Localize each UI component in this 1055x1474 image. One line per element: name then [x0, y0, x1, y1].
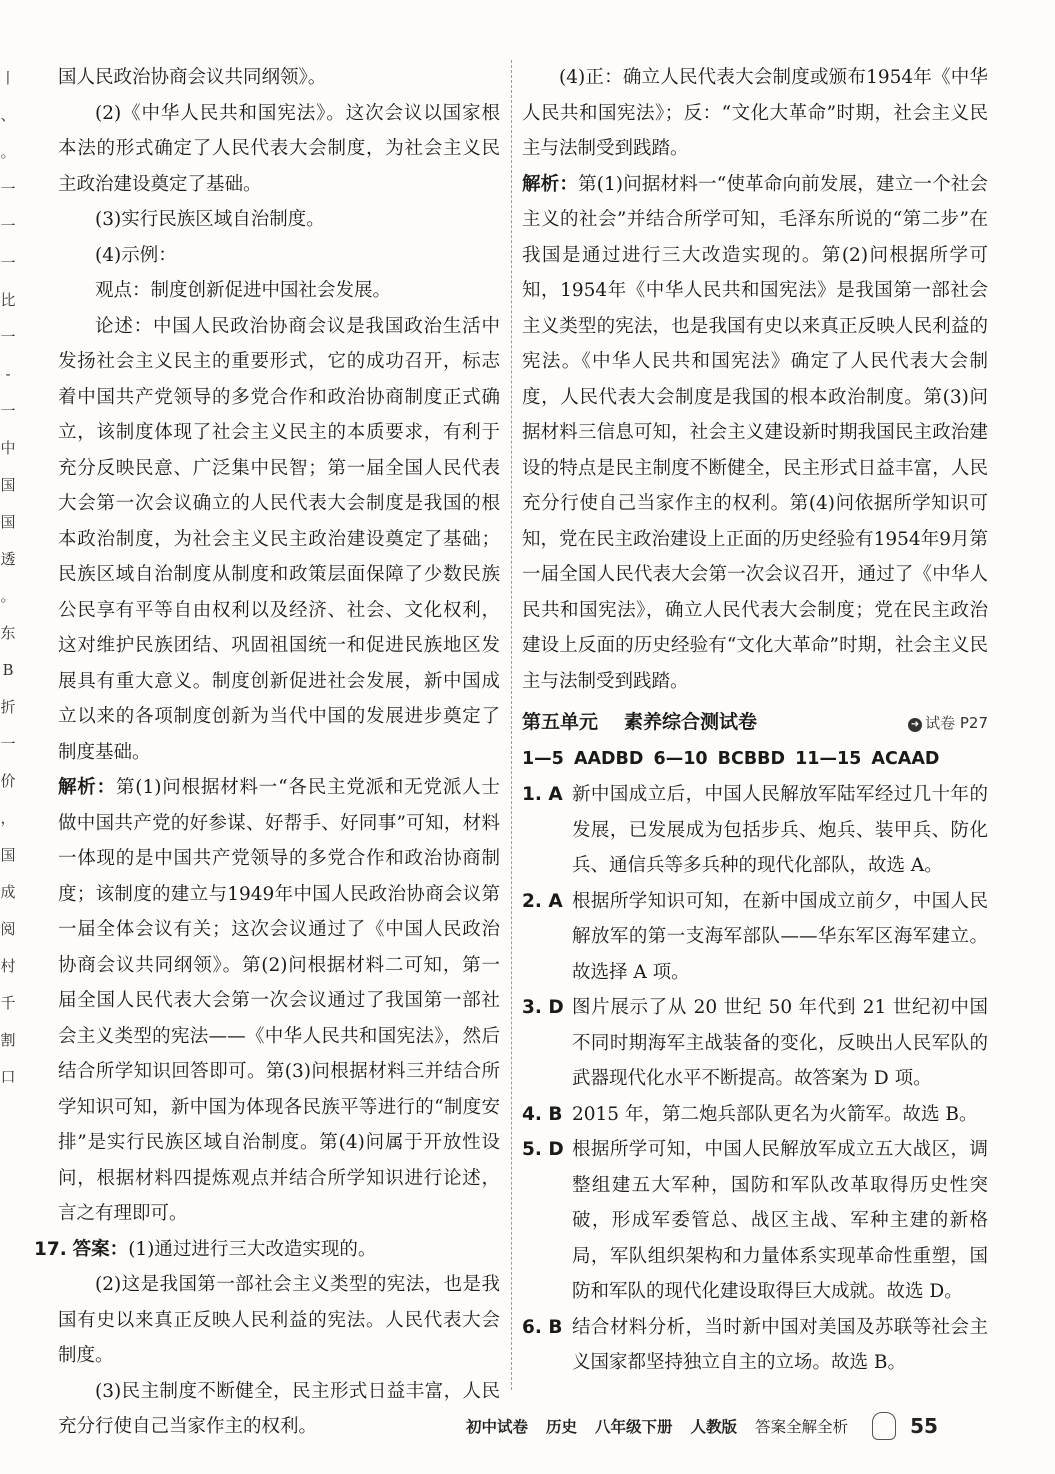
edge-glyph: 国	[0, 846, 16, 864]
answer-key-row: 1—5 AADBD 6—10 BCBBD 11—15 ACAAD	[522, 748, 940, 769]
analysis-label: 解析：	[58, 777, 116, 798]
footer-subject: 历史	[546, 1418, 578, 1436]
answer-text: (1)通过进行三大改造实现的。	[128, 1238, 377, 1260]
edge-glyph: -	[5, 365, 11, 383]
edge-glyph: 价	[0, 772, 16, 790]
edge-glyph: 东	[0, 624, 16, 642]
analysis-label: 解析：	[522, 173, 579, 195]
question-number: 17.	[34, 1238, 67, 1260]
answer-items	[522, 777, 988, 1381]
edge-glyph: 。	[0, 143, 16, 161]
item-label: 1. A	[522, 784, 563, 805]
footer-grade: 八年级下册	[595, 1418, 673, 1436]
edge-glyph: 。	[0, 587, 16, 605]
paragraph: 国人民政治协商会议共同纲领》。	[58, 67, 327, 88]
paragraph: 论述：中国人民政治协商会议是我国政治生活中发扬社会主义民主的重要形式，它的成功召开，标志着中国共产党领导的多党合作和政治协商制度正式确立，该制度体现了社会主义民主的本质要求，有利于充分反映民意、广泛集中民智；第一届全国人民代表大会第一次会议确立的人民代表大会制度是我国的根本政治制度，为社会主义民主政治建设奠定了基础；民族区域自治制度从制度和政策层面保障了少数民族公民享有平等自由权利以及经济、社会、文化权利，这对维护民族团结、巩固祖国统一和促进民族地区发展具有重大意义。制度创新促进社会发展，新中国成立以来的各项制度创新为当代中国的发展进步奠定了制度基础。	[58, 315, 500, 763]
item-text: 图片展示了从 20 世纪 50 年代到 21 世纪初中国不同时期海军主战装备的变化，反映出人民军队的武器现代化水平不断提高。故答案为 D 项。	[572, 997, 988, 1089]
edge-glyph: 一	[0, 217, 16, 235]
item-label: 6. B	[522, 1316, 563, 1338]
edge-glyph: 阅	[0, 920, 16, 938]
item-text: 新中国成立后，中国人民解放军陆军经过几十年的发展，已发展成为包括步兵、炮兵、装甲兵、防化兵、通信兵等多兵种的现代化部队，故选 A。	[572, 784, 988, 876]
mascot-icon	[872, 1412, 896, 1440]
unit-reference: ➜ 试卷 P27	[908, 706, 988, 742]
answer-item	[522, 1310, 988, 1381]
paragraph: (4)示例：	[95, 244, 177, 266]
answer-item	[522, 1097, 988, 1133]
paragraph: (2)《中华人民共和国宪法》。这次会议以国家根本法的形式确定了人民代表大会制度，为社会主义民主政治建设奠定了基础。	[58, 102, 500, 195]
analysis-paragraph	[522, 167, 988, 700]
right-column	[522, 60, 988, 1381]
arrow-right-circle-icon: ➜	[908, 718, 922, 732]
edge-glyph: 透	[0, 550, 16, 568]
item-label: 4. B	[522, 1103, 563, 1125]
cropped-edge-text	[0, 60, 16, 1390]
footer-series: 初中试卷	[466, 1418, 529, 1436]
edge-glyph: 口	[0, 1068, 16, 1086]
edge-glyph: 割	[0, 1031, 16, 1049]
edge-glyph: 丨	[0, 69, 16, 87]
item-label: 2. A	[522, 890, 563, 912]
left-column	[34, 60, 500, 1445]
item-text: 根据所学可知，中国人民解放军成立五大战区，调整组建五大军种，国防和军队改革取得历史性突破，形成军委管总、战区主战、军种主建的新格局，军队组织架构和力量体系实现革命性重塑，国防和军队的现代化建设取得巨大成就。故选 D。	[572, 1139, 988, 1302]
edge-glyph: 一	[0, 735, 16, 753]
edge-glyph: 千	[0, 994, 16, 1012]
question-17-answer	[34, 1232, 500, 1268]
edge-glyph: 中	[0, 439, 16, 457]
item-label: 5. D	[522, 1139, 564, 1160]
analysis-text: 第(1)问根据材料一“各民主党派和无党派人士做中国共产党的好参谋、好帮手、好同事”可知，材料一体现的是中国共产党领导的多党合作和政治协商制度；该制度的建立与1949年中国人民政治协商会议第一届全体会议有关；这次会议通过了《中国人民政治协商会议共同纲领》。第(2)问根据材料二可知，第一届全国人民代表大会第一次会议通过了我国第一部社会主义类型的宪法——《中华人民共和国宪法》，然后结合所学知识回答即可。第(3)问根据材料三并结合所学知识可知，新中国为体现各民族平等进行的“制度安排”是实行民族区域自治制度。第(4)问属于开放性设问，根据材料四提炼观点并结合所学知识进行论述，言之有理即可。	[58, 777, 500, 1224]
unit-header	[522, 705, 988, 742]
edge-glyph: ，	[0, 809, 16, 827]
item-text: 结合材料分析，当时新中国对美国及苏联等社会主义国家都坚持独立自主的立场。故选 B。	[572, 1316, 988, 1373]
item-text: 根据所学知识可知，在新中国成立前夕，中国人民解放军的第一支海军部队——华东军区海军建立。故选择 A 项。	[572, 890, 988, 983]
answer-item	[522, 990, 988, 1097]
footer-edition: 人教版	[690, 1418, 738, 1436]
paragraph: 观点：制度创新促进中国社会发展。	[95, 280, 392, 301]
edge-glyph: 成	[0, 883, 16, 901]
edge-glyph: 国	[0, 513, 16, 531]
edge-glyph: 国	[0, 476, 16, 494]
footer-label: 答案全解全析	[755, 1418, 849, 1436]
answer-item	[522, 884, 988, 991]
answer-item	[522, 1132, 988, 1310]
page-number: 55	[910, 1414, 938, 1438]
edge-glyph: 村	[0, 957, 16, 975]
column-divider	[511, 60, 512, 1390]
paragraph: (3)民主制度不断健全，民主形式日益丰富，人民充分行使自己当家作主的权利。	[58, 1380, 500, 1437]
edge-glyph: 折	[0, 698, 16, 716]
unit-title: 第五单元 素养综合测试卷	[522, 711, 758, 733]
analysis-text: 第(1)问据材料一“使革命向前发展，建立一个社会主义的社会”并结合所学可知，毛泽东所说的“第二步”在我国是通过进行三大改造实现的。第(2)问根据所学可知，1954年《中华人民共和国宪法》是我国第一部社会主义类型的宪法，也是我国有史以来真正反映人民利益的宪法。《中华人民共和国宪法》确定了人民代表大会制度，人民代表大会制度是我国的根本政治制度。第(3)问据材料三信息可知，社会主义建设新时期我国民主政治建设的特点是民主制度不断健全，民主形式日益丰富，人民充分行使自己当家作主的权利。第(4)问依据所学知识可知，党在民主政治建设上正面的历史经验有1954年9月第一届全国人民代表大会第一次会议召开，通过了《中华人民共和国宪法》，确立人民代表大会制度；党在民主政治建设上反面的历史经验有“文化大革命”时期，社会主义民主与法制受到践踏。	[522, 173, 988, 692]
paragraph: (2)这是我国第一部社会主义类型的宪法，也是我国有史以来真正反映人民利益的宪法。人民代表大会制度。	[58, 1274, 500, 1366]
edge-glyph: B	[2, 661, 14, 679]
page-footer	[466, 1410, 991, 1442]
answer-item	[522, 777, 988, 884]
item-label: 3. D	[522, 997, 564, 1018]
paragraph: (4)正：确立人民代表大会制度或颁布1954年《中华人民共和国宪法》；反：“文化大革命”时期，社会主义民主与法制受到践踏。	[522, 67, 988, 159]
edge-glyph: 、	[0, 106, 16, 124]
paragraph: (3)实行民族区域自治制度。	[95, 209, 325, 230]
edge-glyph: 一	[0, 328, 16, 346]
edge-glyph: 比	[0, 291, 16, 309]
edge-glyph: 一	[0, 180, 16, 198]
analysis-paragraph	[58, 770, 500, 1232]
answer-label: 答案：	[72, 1238, 129, 1260]
edge-glyph: 一	[0, 402, 16, 420]
edge-glyph: 一	[0, 254, 16, 272]
item-text: 2015 年，第二炮兵部队更名为火箭军。故选 B。	[572, 1103, 978, 1125]
